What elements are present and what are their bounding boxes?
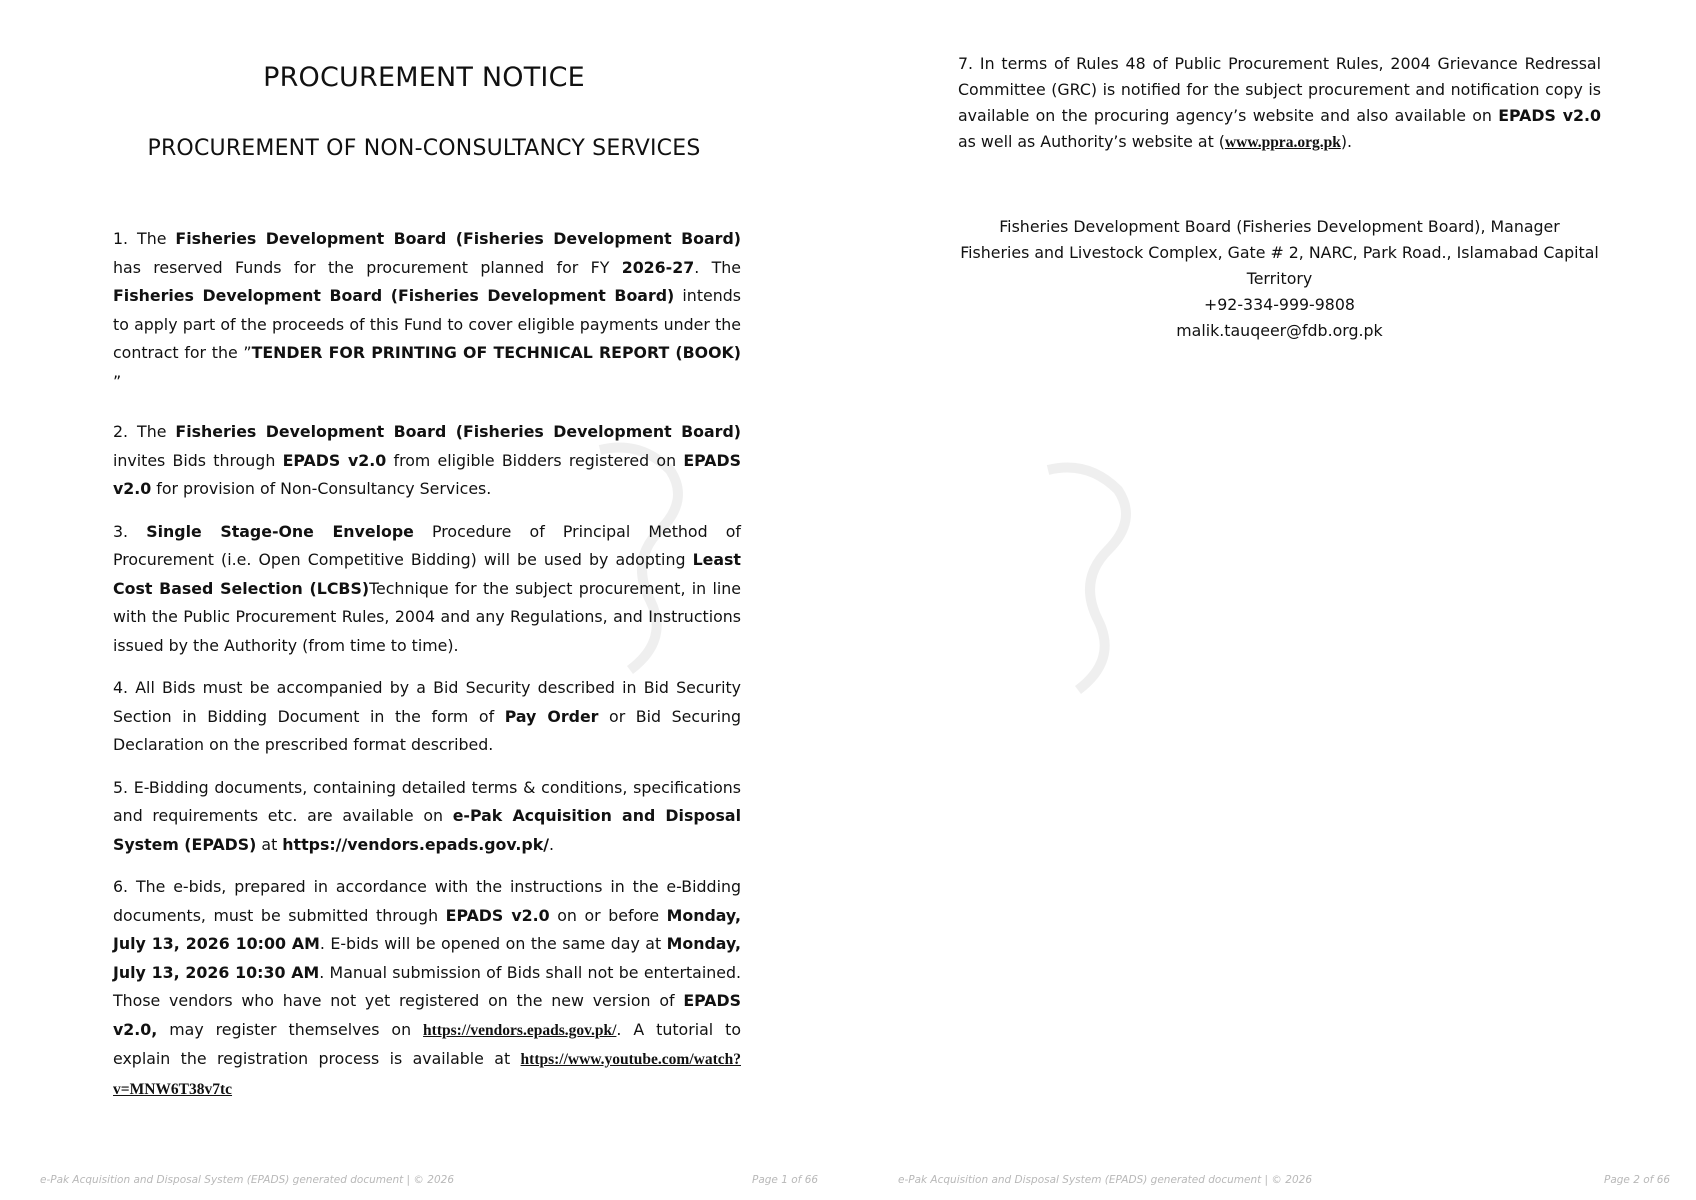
opening-time: Monday, July 13, 2026 10:30 AM [113, 934, 742, 982]
footer-generated-note: e-Pak Acquisition and Disposal System (EPADS) generated document | © 2026 [40, 1174, 454, 1186]
page-title: PROCUREMENT NOTICE [263, 62, 585, 93]
contact-line-2: Fisheries and Livestock Complex, Gate # 2, NARC, Park Road., Islamabad Capital [960, 243, 1599, 262]
contact-line-1: Fisheries Development Board (Fisheries Development Board), Manager [999, 217, 1560, 236]
footer-page-number: Page 1 of 66 [752, 1174, 819, 1186]
watermark-logo-icon [1008, 460, 1168, 700]
paragraph-1: 1. The Fisheries Development Board (Fisheries Development Board) has reserved Funds for the procurement planned for FY 2026-27. The Fisheries Development Board (Fisheries Development Board) intends to apply part of the proceeds of this Fund to cover eligible payments under the contract for the ”TENDER FOR PRINTING OF TECHNICAL REPORT (BOOK) ” [113, 229, 741, 391]
vendors-registration-link[interactable]: https://vendors.epads.gov.pk/ [423, 1021, 617, 1039]
youtube-tutorial-link[interactable]: https://www.youtube.com/watch?v=MNW6T38v7tc [113, 1051, 741, 1098]
document-page-2 [848, 0, 1696, 1200]
watermark-logo-icon [560, 440, 720, 680]
submission-deadline: Monday, July 13, 2026 10:00 AM [113, 905, 741, 953]
ppra-website-link[interactable]: www.ppra.org.pk [1224, 134, 1341, 151]
paragraph-7: 7. In terms of Rules 48 of Public Procurement Rules, 2004 Grievance Redressal Committee (GRC) is notified for the subject procurement and notification copy is available on the procuring agency’s website and also available on EPADS v2.0 as well as Authority’s website at (www.ppra.org.pk). [958, 54, 1601, 151]
paragraph-4: 4. All Bids must be accompanied by a Bid Security described in Bid Security Section in Bidding Document in the form of Pay Order or Bid Securing Declaration on the prescribed format described. [113, 678, 742, 754]
contact-email[interactable]: malik.tauqeer@fdb.org.pk [1176, 321, 1383, 340]
epads-url-link[interactable]: https://vendors.epads.gov.pk/ [282, 834, 549, 854]
paragraph-2: 2. The Fisheries Development Board (Fisheries Development Board) invites Bids through EPADS v2.0 from eligible Bidders registered on EPADS v2.0 for provision of Non-Consultancy Services. [113, 422, 741, 498]
paragraph-6: 6. The e-bids, prepared in accordance with the instructions in the e-Bidding documents, must be submitted through EPADS v2.0 on or before Monday, July 13, 2026 10:00 AM. E-bids will be opened on the same day at Monday, July 13, 2026 10:30 AM. Manual submission of Bids shall not be entertained. Those vendors who have not yet registered on the new version of EPADS v2.0, may register themselves on https://vendors.epads.gov.pk/. A tutorial to explain the registration process is available at https://www.youtube.com/watch?v=MNW6T38v7tc [113, 877, 742, 1098]
page-subtitle: PROCUREMENT OF NON-CONSULTANCY SERVICES [147, 136, 701, 161]
contact-line-3: Territory [1246, 269, 1313, 288]
paragraph-3: 3. Single Stage-One Envelope Procedure of Principal Method of Procurement (i.e. Open Competitive Bidding) will be used by adopting Least Cost Based Selection (LCBS)Technique for the subject procurement, in line with the Public Procurement Rules, 2004 and any Regulations, and Instructions issued by the Authority (from time to time). [113, 521, 742, 655]
footer-page-number: Page 2 of 66 [1604, 1174, 1671, 1186]
contact-phone: +92-334-999-9808 [1204, 295, 1355, 314]
contact-block [958, 214, 1601, 344]
footer-generated-note: e-Pak Acquisition and Disposal System (EPADS) generated document | © 2026 [898, 1174, 1312, 1186]
paragraph-5: 5. E-Bidding documents, containing detailed terms & conditions, specifications and requirements etc. are available on e-Pak Acquisition and Disposal System (EPADS) at https://vendors.epads.gov.pk/. [113, 777, 741, 854]
